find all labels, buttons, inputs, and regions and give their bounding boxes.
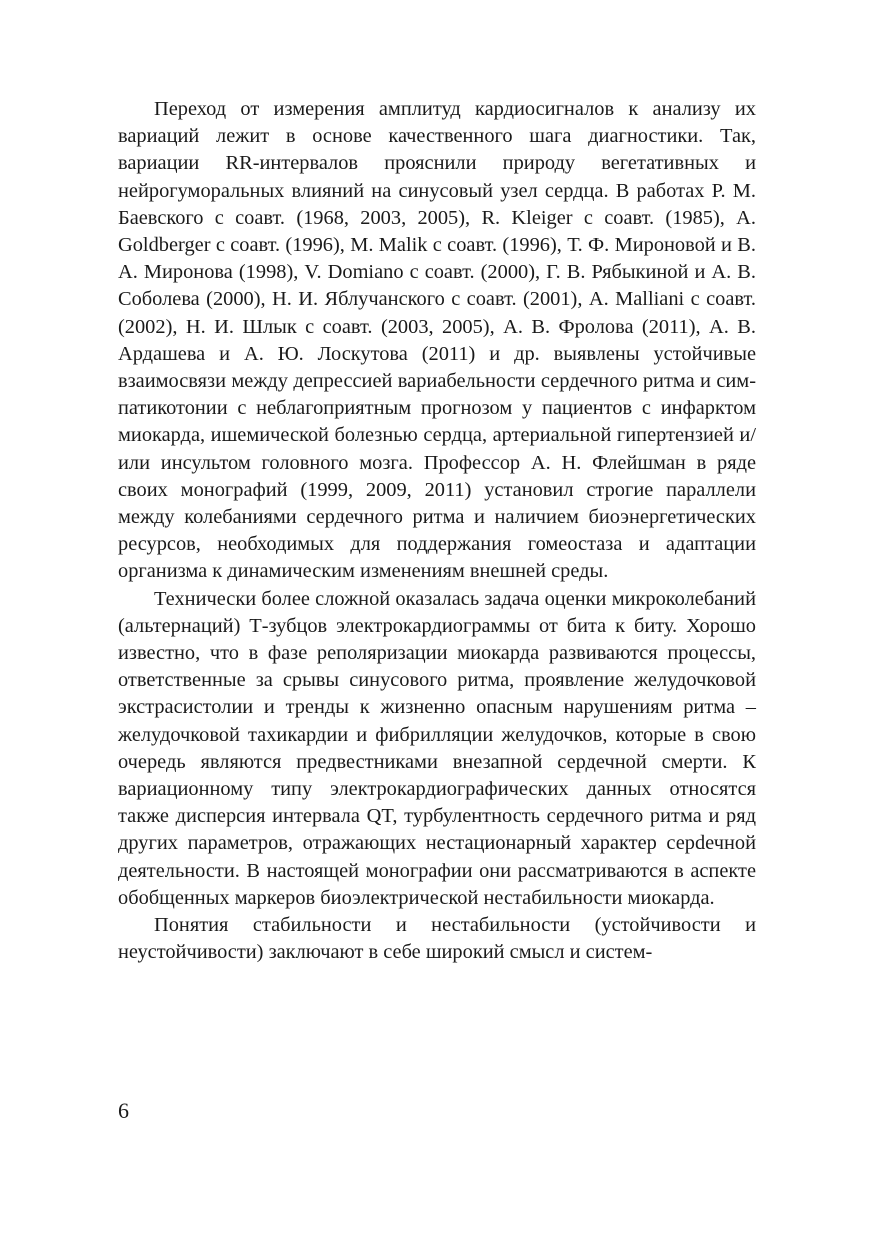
page-number: 6 <box>118 1098 129 1123</box>
page-body <box>118 96 756 967</box>
paragraph-t-wave-alternans: Технически более сложной оказалась задача оценки микроколебаний (альтернаций) Т-зубцов электрокардиограммы от бита к биту. Хорошо известно, что в фазе реполяризации миокарда развиваются процессы, ответственные за срывы синусового ритма, проявление желудочковой экстрасистолии и тренды к жизненно опасным нарушениям ритма – желудочковой тахикардии и фибрилляции желудочков, которые в свою очередь являются предвестниками внезапной сердечной смерти. К вариационному типу электрокардиографических данных относятся также дисперсия интервала QT, турбулентность сердечного ритма и ряд других параметров, отражающих нестационарный характер серdечной деятельности. В настоящей монографии они рассматриваются в аспекте обобщенных маркеров биоэлектрической нестабильности миокарда. <box>118 587 756 909</box>
paragraph-hrv-overview: Переход от измерения амплитуд кардиосигналов к анализу их вариаций лежит в основе качественного шага диагностики. Так, вариации RR-интервалов прояснили природу вегетативных и нейрогуморальных влияний на синусовый узел сердца. В работах Р. М. Баевского с соавт. (1968, 2003, 2005), R. Kleiger с соавт. (1985), A. Goldberger с соавт. (1996), M. Malik с соавт. (1996), Т. Ф. Мироновой и В. А. Миронова (1998), V. Domiano с соавт. (2000), Г. В. Рябыкиной и А. В. Соболева (2000), Н. И. Яблучанского с соавт. (2001), A. Malliani с соавт. (2002), Н. И. Шлык с соавт. (2003, 2005), А. В. Фролова (2011), А. В. Ардашева и А. Ю. Лоскутова (2011) и др. выявлены устойчивые взаимосвязи между депрессией вариабельности сердечного ритма и симпатикотонии с неблагоприятным прогнозом у пациентов с инфарктом миокарда, ишемической болезнью сердца, артериальной гипертензией и/или инсультом головного мозга. Профессор А. Н. Флейшман в ряде своих монографий (1999, 2009, 2011) установил строгие параллели между колебаниями сердечного ритма и наличием биоэнергетических ресурсов, необходимых для поддержания гомеостаза и адаптации организма к динамическим изменениям внешней среды. <box>118 98 756 583</box>
paragraph-stability-concepts: Понятия стабильности и нестабильности (устойчивости и неустойчивости) заключают в себе широкий смысл и систем- <box>118 914 756 964</box>
